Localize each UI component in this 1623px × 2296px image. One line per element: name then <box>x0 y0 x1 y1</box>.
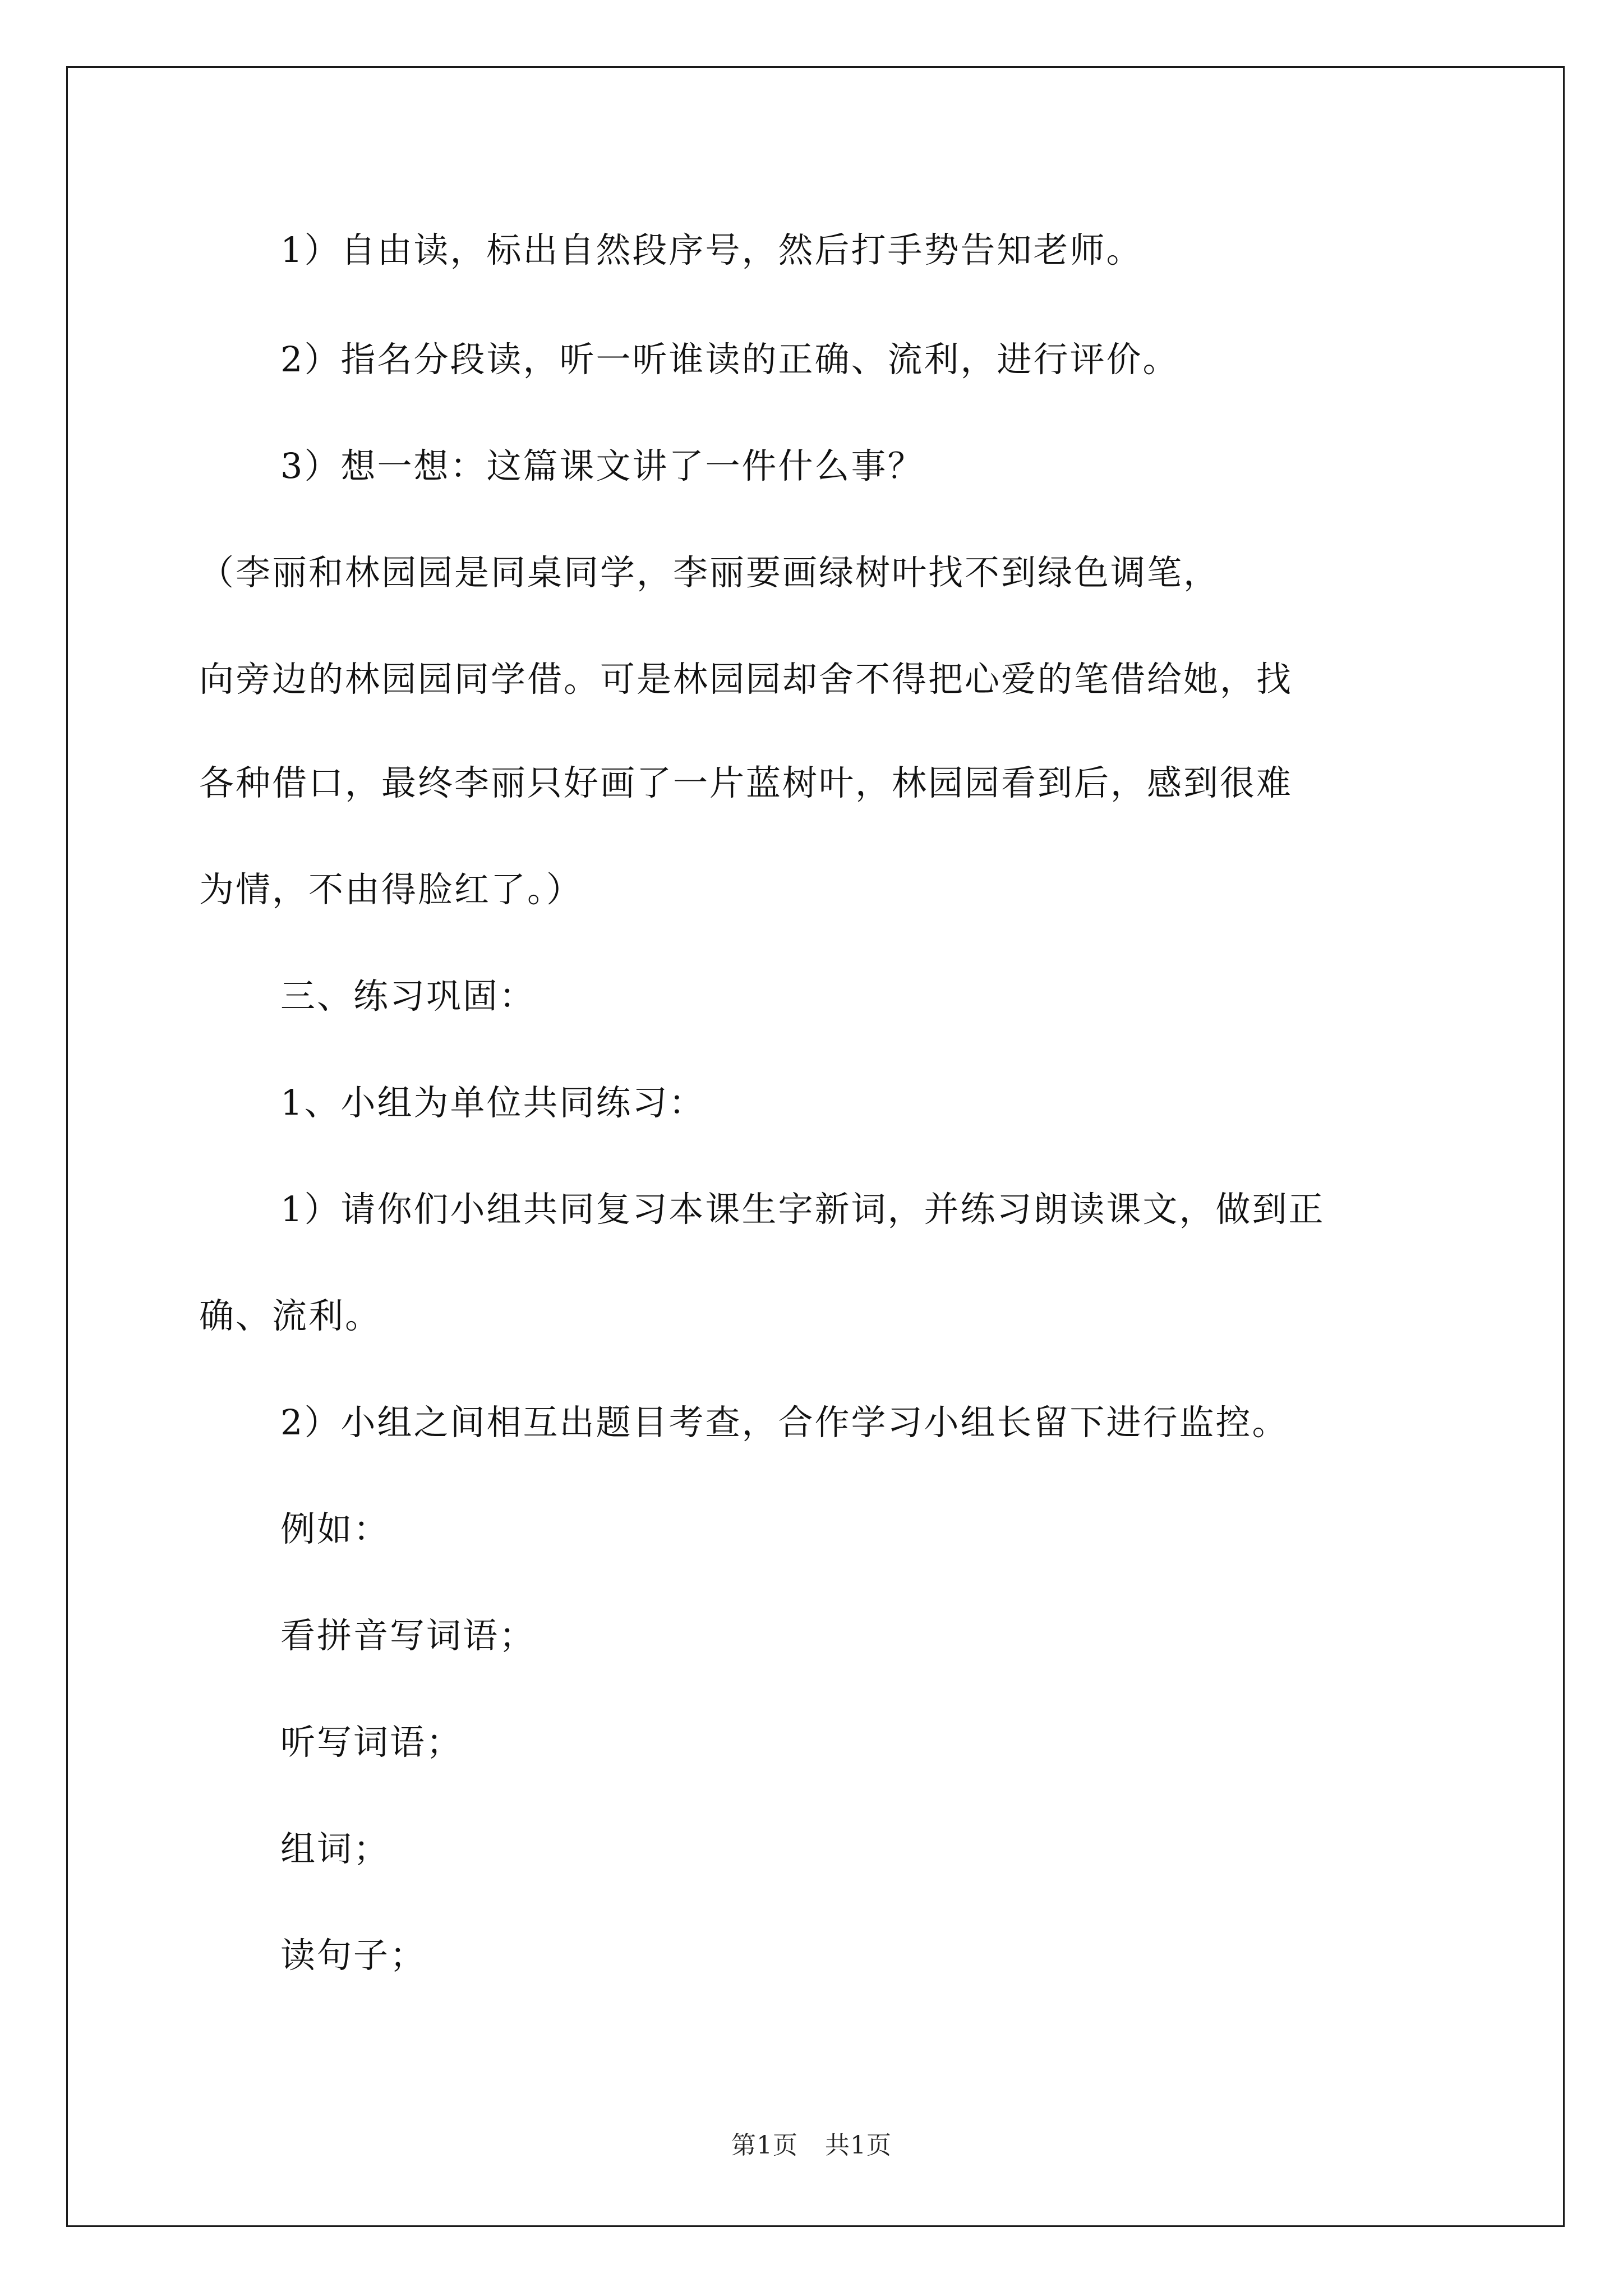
paragraph-line: 向旁边的林园园同学借。可是林园园却舍不得把心爱的笔借给她，找 <box>199 659 1293 700</box>
paragraph-line: 1、小组为单位共同练习： <box>280 1082 706 1123</box>
paragraph-line: 1）请你们小组共同复习本课生字新词，并练习朗读课文，做到正 <box>280 1189 1325 1230</box>
page-footer <box>0 2125 1623 2161</box>
paragraph-line: 2）指名分段读，听一听谁读的正确、流利，进行评价。 <box>280 339 1179 380</box>
page-number: 第1页 <box>731 2131 798 2160</box>
page-total: 共1页 <box>825 2131 892 2160</box>
paragraph-line: 各种借口，最终李丽只好画了一片蓝树叶，林园园看到后，感到很难 <box>199 762 1293 803</box>
list-item: 看拼音写词语； <box>280 1615 536 1656</box>
list-item: 组词； <box>280 1828 390 1869</box>
paragraph-line: 例如： <box>280 1508 390 1549</box>
paragraph-line: 确、流利。 <box>199 1295 382 1336</box>
paragraph-line: 2）小组之间相互出题目考查，合作学习小组长留下进行监控。 <box>280 1402 1289 1443</box>
page-frame <box>66 66 1565 2227</box>
paragraph-line: 为情，不由得脸红了。） <box>199 869 583 910</box>
paragraph-line: 1）自由读，标出自然段序号，然后打手势告知老师。 <box>280 229 1143 270</box>
list-item: 听写词语； <box>280 1722 463 1763</box>
list-item: 读句子； <box>280 1935 427 1976</box>
section-heading: 三、练习巩固： <box>280 976 536 1016</box>
paragraph-line: 3）想一想：这篇课文讲了一件什么事？ <box>280 445 924 486</box>
paragraph-line: （李丽和林园园是同桌同学，李丽要画绿树叶找不到绿色调笔， <box>199 552 1220 593</box>
